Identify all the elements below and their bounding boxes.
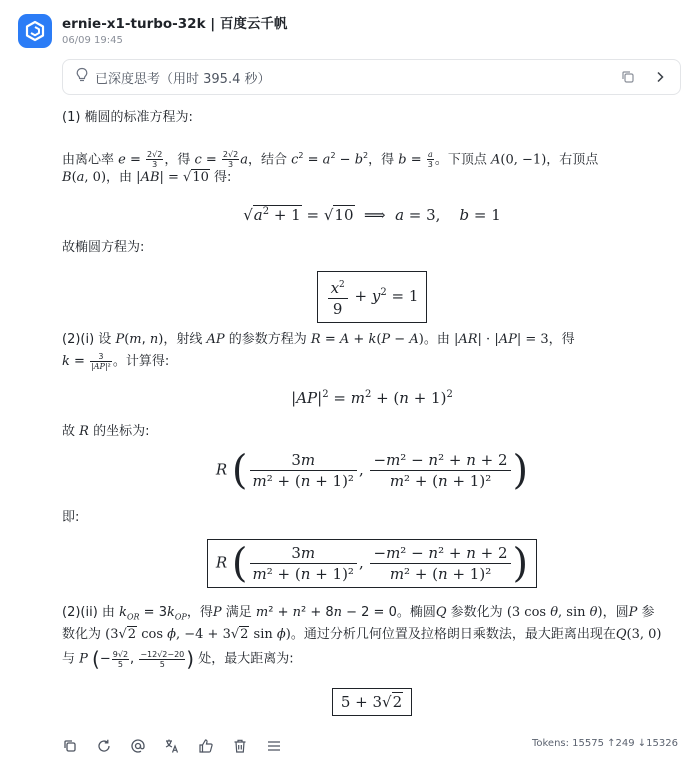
equation-ap-squared: $|AP|^2 = m^2 + (n + 1)^2$ xyxy=(291,389,453,407)
boxed-r-coordinates: R ( $\frac{3m}{\text{m² + (n + 1)²}}$ , $\frac{\text{−m² − n² + n + 2}}{\text{m² + (n + 1)²}}$ ) xyxy=(62,539,682,588)
section-1-conclusion: 故椭圆方程为: xyxy=(62,240,145,255)
section-1-paragraph-line2: B(a, 0)，由 |AB| = √10 得: xyxy=(62,170,232,185)
translate-button[interactable] xyxy=(164,735,198,757)
at-sign-icon xyxy=(130,738,146,754)
section-2i-paragraph-line2: k = $\frac{3}{\text{|AP|²}}$ 。计算得: xyxy=(62,352,170,371)
like-button[interactable] xyxy=(198,735,232,757)
message-header xyxy=(18,14,287,48)
boxed-ellipse-equation: $\frac{x^2}{9}$ + $y^2 = 1$ xyxy=(62,271,682,323)
thumbs-up-icon xyxy=(198,738,214,754)
thinking-summary-bar[interactable] xyxy=(62,59,681,95)
section-2i-ji-label: 即: xyxy=(62,510,80,525)
trash-icon xyxy=(232,738,248,754)
lightbulb-icon xyxy=(75,67,89,87)
section-1-paragraph: 由离心率 e = $\frac{2√2}{3}$ ，得 c = $\frac{2√2}{3}$ a，结合 $c^2 = a^2 - b^2$，得 b = $\frac{a}{3}$ 。下顶点 A(0, −1)，右顶点 xyxy=(62,150,599,170)
delete-button[interactable] xyxy=(232,735,266,757)
chevron-right-icon[interactable] xyxy=(652,69,668,89)
section-2i-paragraph: (2)(i) 设 P(m, n)，射线 AP 的参数方程为 R = A + k(P − A)。由 |AR| · |AP| = 3，得 xyxy=(62,332,575,347)
mention-button[interactable] xyxy=(130,735,164,757)
section-1-heading: (1) 椭圆的标准方程为: xyxy=(62,110,193,125)
section-2ii-paragraph-line3: 与 P (− $\frac{9√2}{5}$ , $\frac{-12√2-20}{5}$ ) 处，最大距离为: xyxy=(62,647,294,671)
equation-r-coordinates: R ( $\frac{3m}{\text{m² + (n + 1)²}}$ , $\frac{\text{−m² − n² + n + 2}}{\text{m² + (n + 1)²}}$ ) xyxy=(215,447,529,494)
model-title: ernie-x1-turbo-32k | 百度云千帆 xyxy=(62,16,288,32)
regenerate-button[interactable] xyxy=(96,735,130,757)
more-menu-button[interactable] xyxy=(266,735,300,757)
translate-icon xyxy=(164,738,180,754)
boxed-max-distance: 5 + 3√2 xyxy=(62,688,682,716)
refresh-icon xyxy=(96,738,112,754)
copy-icon xyxy=(62,738,78,754)
section-2ii-paragraph: (2)(ii) 由 $k_{OR} = 3k_{OP}$，得P 满足 m² + n² + 8n − 2 = 0。椭圆Q 参数化为 (3 cos θ, sin θ)，圆P 参 xyxy=(62,605,655,622)
copy-thinking-icon[interactable] xyxy=(620,69,636,89)
menu-lines-icon xyxy=(266,738,282,754)
token-usage: Tokens: 15575 ↑249 ↓15326 xyxy=(531,738,678,749)
section-2ii-paragraph-line2: 数化为 (3√2 cos ϕ, −4 + 3√2 sin ϕ)。通过分析几何位置及拉格朗日乘数法，最大距离出现在Q(3, 0) xyxy=(62,627,662,642)
section-2i-coord-label: 故 R 的坐标为: xyxy=(62,424,150,439)
message-timestamp: 06/09 19:45 xyxy=(62,35,123,46)
equation-ab: $√a^2 + 1 = √10$ ⟹ a = 3, b = 1 xyxy=(243,206,501,224)
copy-button[interactable] xyxy=(62,735,96,757)
thinking-duration-label: 已深度思考（用时 395.4 秒） xyxy=(95,71,271,87)
message-toolbar xyxy=(62,735,300,757)
model-logo-icon xyxy=(18,14,52,48)
